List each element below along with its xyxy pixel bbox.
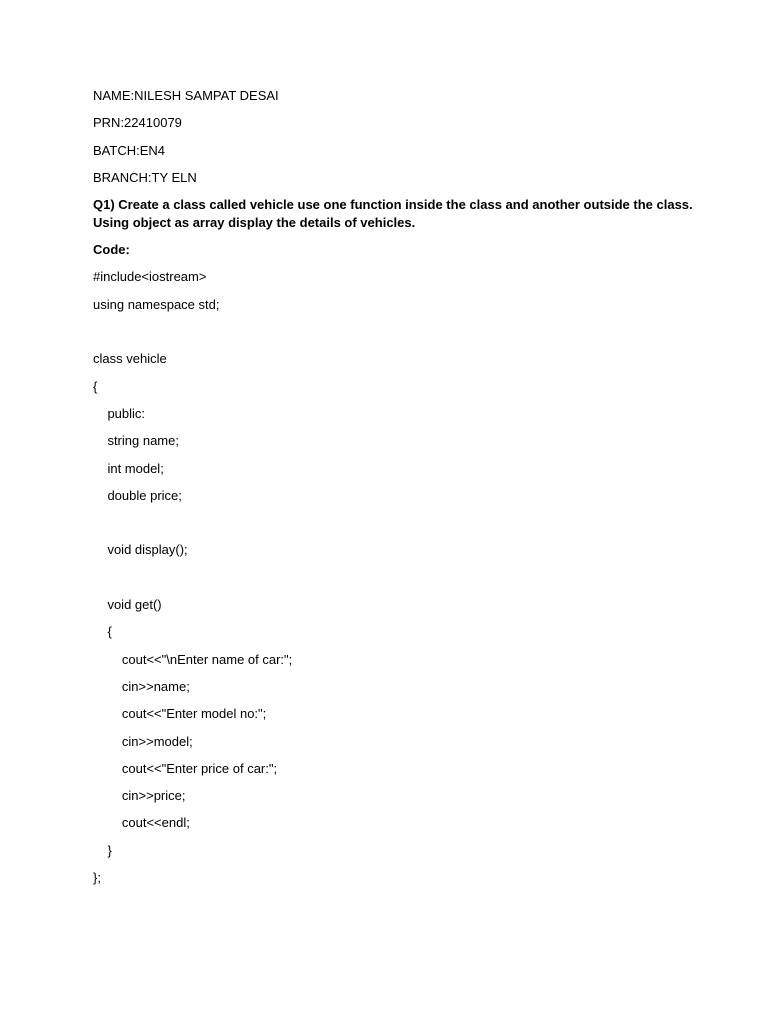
question-text: Q1) Create a class called vehicle use one function inside the class and another outside the class. Using object as array display the details of vehicles. — [93, 197, 693, 231]
code-line: cout<<"\nEnter name of car:"; — [93, 651, 293, 667]
code-line: void display(); — [93, 542, 188, 558]
code-line: #include<iostream> — [93, 269, 207, 285]
code-line: cin>>model; — [93, 733, 193, 749]
code-line: cout<<"Enter model no:"; — [93, 706, 267, 722]
code-label: Code: — [93, 242, 130, 258]
code-line — [93, 323, 693, 350]
code-line: void get() — [93, 597, 162, 613]
code-line: double price; — [93, 487, 182, 503]
code-line: { — [93, 378, 98, 394]
student-prn: PRN:22410079 — [93, 115, 182, 131]
code-line: string name; — [93, 433, 179, 449]
code-line: }; — [93, 870, 101, 886]
code-line: cin>>price; — [93, 788, 186, 804]
code-line — [93, 569, 693, 596]
code-line: using namespace std; — [93, 296, 220, 312]
code-line: int model; — [93, 460, 164, 476]
code-line: cin>>name; — [93, 678, 190, 694]
code-line: cout<<endl; — [93, 815, 190, 831]
code-line: public: — [93, 405, 146, 421]
student-batch: BATCH:EN4 — [93, 142, 165, 158]
student-branch: BRANCH:TY ELN — [93, 169, 197, 185]
code-line: cout<<"Enter price of car:"; — [93, 760, 278, 776]
code-line: } — [93, 842, 112, 858]
student-name: NAME:NILESH SAMPAT DESAI — [93, 88, 279, 103]
code-line: class vehicle — [93, 351, 167, 367]
code-line: { — [93, 624, 112, 640]
code-line — [93, 514, 693, 541]
document-page — [93, 87, 693, 896]
